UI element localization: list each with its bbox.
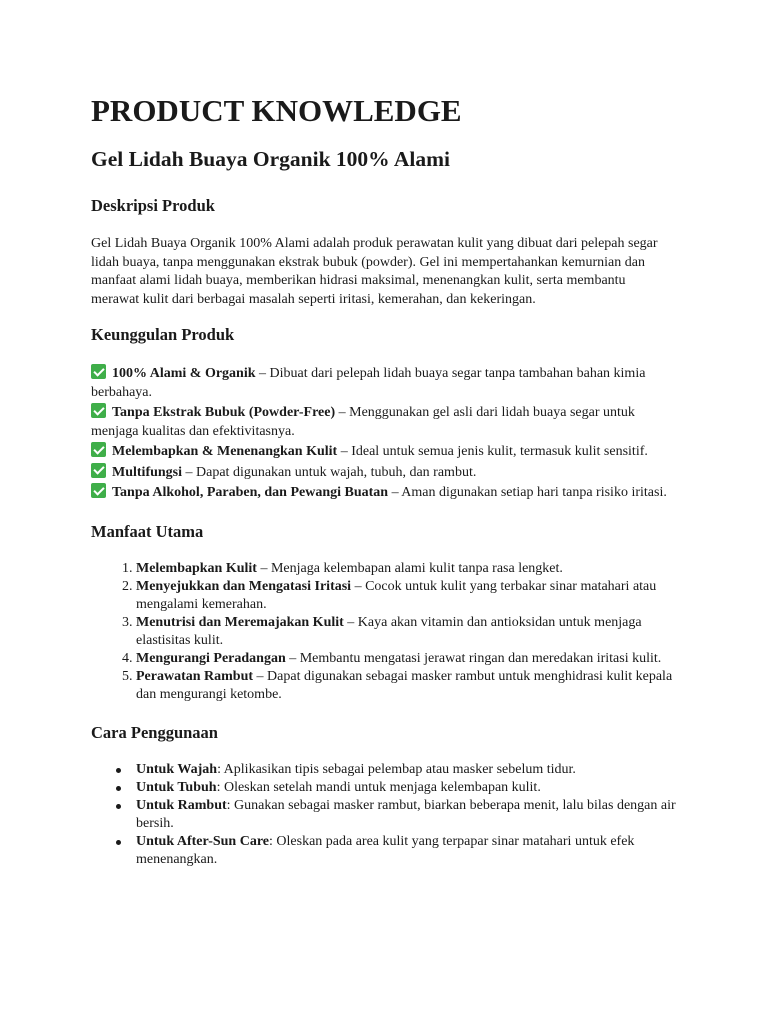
- advantages-heading: Keunggulan Produk: [91, 325, 235, 344]
- description-heading: Deskripsi Produk: [91, 196, 215, 215]
- advantage-title: Tanpa Ekstrak Bubuk (Powder-Free): [112, 405, 336, 420]
- description-paragraph: Gel Lidah Buaya Organik 100% Alami adalah produk perawatan kulit yang dibuat dari pelepah segar lidah buaya, tanpa menggunakan ekstrak bubuk (powder). Gel ini mempertahankan kemurnian dan manfaat alami lidah buaya, memberikan hidrasi maksimal, menenangkan kulit, serta membantu merawat kulit dari berbagai masalah seperti iritasi, kemerahan, dan kekeringan.: [91, 236, 658, 307]
- benefit-item: [136, 560, 676, 578]
- advantage-text: – Menggunakan gel asli dari lidah buaya segar untuk menjaga kualitas dan efektivitasnya.: [91, 405, 635, 439]
- check-mark-button-icon: [91, 463, 106, 478]
- advantage-text: – Dapat digunakan untuk wajah, tubuh, dan rambut.: [182, 464, 477, 480]
- usage-heading: Cara Penggunaan: [91, 722, 218, 742]
- benefit-text: – Kaya akan vitamin dan antioksidan untuk menjaga elastisitas kulit.: [136, 614, 642, 648]
- usage-title: Untuk After-Sun Care: [136, 833, 270, 849]
- advantage-title: 100% Alami & Organik: [112, 366, 256, 381]
- usage-item: [136, 797, 676, 833]
- advantage-title: Tanpa Alkohol, Paraben, dan Pewangi Buatan: [112, 485, 389, 500]
- advantages-list: [91, 364, 676, 503]
- usage-list: [91, 761, 676, 869]
- advantage-item: [91, 364, 676, 402]
- check-mark-button-icon: [91, 483, 106, 498]
- benefits-heading: Manfaat Utama: [91, 521, 204, 541]
- product-name-heading: Gel Lidah Buaya Organik 100% Alami: [91, 147, 450, 171]
- document-title: PRODUCT KNOWLEDGE: [91, 93, 462, 128]
- benefit-title: Menutrisi dan Meremajakan Kulit: [136, 614, 344, 630]
- benefit-title: Perawatan Rambut: [136, 668, 254, 684]
- benefit-title: Melembapkan Kulit: [136, 560, 257, 576]
- advantage-item: [91, 463, 676, 483]
- benefit-item: [136, 668, 676, 704]
- advantage-text: – Aman digunakan setiap hari tanpa risiko iritasi.: [388, 485, 667, 500]
- usage-text: : Aplikasikan tipis sebagai pelembap atau masker sebelum tidur.: [217, 761, 576, 777]
- usage-item: [136, 779, 676, 797]
- benefit-text: – Menjaga kelembapan alami kulit tanpa rasa lengket.: [256, 560, 563, 576]
- benefit-item: [136, 614, 676, 650]
- advantage-title: Multifungsi: [112, 464, 183, 480]
- usage-item: [136, 761, 676, 779]
- benefits-list: [91, 560, 676, 704]
- usage-item: [136, 833, 676, 869]
- usage-text: : Gunakan sebagai masker rambut, biarkan beberapa menit, lalu bilas dengan air bersih.: [136, 797, 676, 831]
- usage-title: Untuk Wajah: [136, 761, 218, 777]
- advantage-item: [91, 403, 676, 441]
- benefit-text: – Membantu mengatasi jerawat ringan dan meredakan iritasi kulit.: [285, 650, 662, 666]
- advantage-item: [91, 483, 676, 503]
- usage-title: Untuk Rambut: [136, 797, 227, 813]
- advantage-item: [91, 442, 676, 462]
- benefit-title: Menyejukkan dan Mengatasi Iritasi: [136, 578, 352, 594]
- benefit-text: – Dapat digunakan sebagai masker rambut untuk menghidrasi kulit kepala dan mengurangi ketombe.: [136, 668, 673, 702]
- usage-text: : Oleskan pada area kulit yang terpapar sinar matahari untuk efek menenangkan.: [136, 833, 635, 867]
- usage-title: Untuk Tubuh: [136, 779, 217, 795]
- advantage-title: Melembapkan & Menenangkan Kulit: [112, 444, 338, 459]
- advantage-text: – Ideal untuk semua jenis kulit, termasuk kulit sensitif.: [337, 444, 648, 459]
- benefit-item: [136, 650, 676, 668]
- check-mark-button-icon: [91, 364, 106, 379]
- advantage-text: – Dibuat dari pelepah lidah buaya segar tanpa tambahan bahan kimia berbahaya.: [91, 366, 646, 400]
- check-mark-button-icon: [91, 442, 106, 457]
- benefit-text: – Cocok untuk kulit yang terbakar sinar matahari atau mengalami kemerahan.: [136, 578, 657, 612]
- benefit-title: Mengurangi Peradangan: [136, 650, 286, 666]
- check-mark-button-icon: [91, 403, 106, 418]
- benefit-item: [136, 578, 676, 614]
- usage-text: : Oleskan setelah mandi untuk menjaga kelembapan kulit.: [216, 779, 541, 795]
